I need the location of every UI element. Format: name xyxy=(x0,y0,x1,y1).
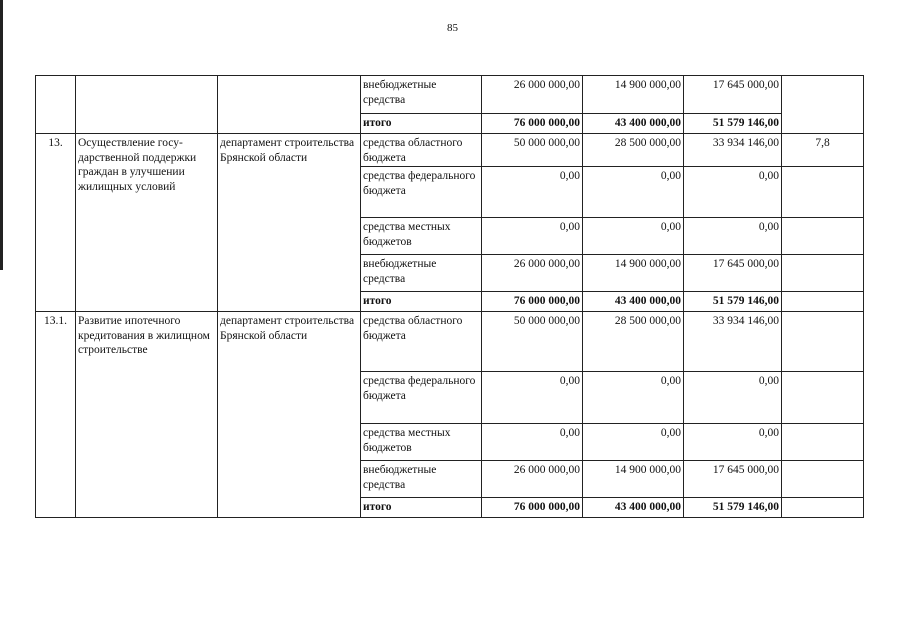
amount-cell: 0,00 xyxy=(684,167,782,218)
amount-cell: 76 000 000,00 xyxy=(482,114,583,134)
funding-source: средства местных бюджетов xyxy=(361,424,482,461)
item-number: 13. xyxy=(36,134,76,312)
department-cell-empty xyxy=(218,76,361,134)
amount-cell: 0,00 xyxy=(482,167,583,218)
amount-cell: 43 400 000,00 xyxy=(583,498,684,518)
table-row xyxy=(36,76,864,114)
amount-cell: 26 000 000,00 xyxy=(482,461,583,498)
amount-cell: 17 645 000,00 xyxy=(684,76,782,114)
page-number: 85 xyxy=(447,22,458,34)
amount-cell: 26 000 000,00 xyxy=(482,76,583,114)
funding-source: внебюджетные средства xyxy=(361,76,482,114)
funding-source: внебюджетные средства xyxy=(361,255,482,292)
amount-cell: 0,00 xyxy=(482,372,583,424)
indicator-value: 7,8 xyxy=(782,134,864,167)
table-row xyxy=(36,134,864,167)
amount-cell: 33 934 146,00 xyxy=(684,312,782,372)
indicator-cell-empty xyxy=(782,292,864,312)
amount-cell: 0,00 xyxy=(583,218,684,255)
amount-cell: 0,00 xyxy=(583,167,684,218)
amount-cell: 76 000 000,00 xyxy=(482,292,583,312)
budget-table xyxy=(35,75,864,518)
item-number: 13.1. xyxy=(36,312,76,518)
amount-cell: 33 934 146,00 xyxy=(684,134,782,167)
amount-cell: 43 400 000,00 xyxy=(583,292,684,312)
indicator-cell-empty xyxy=(782,372,864,424)
amount-cell: 0,00 xyxy=(583,372,684,424)
amount-cell: 14 900 000,00 xyxy=(583,76,684,114)
funding-source-total: итого xyxy=(361,114,482,134)
indicator-cell-empty xyxy=(782,218,864,255)
amount-cell: 0,00 xyxy=(684,218,782,255)
amount-cell: 0,00 xyxy=(583,424,684,461)
amount-cell: 76 000 000,00 xyxy=(482,498,583,518)
amount-cell: 50 000 000,00 xyxy=(482,134,583,167)
indicator-cell-empty xyxy=(782,255,864,292)
funding-source: средства областного бюджета xyxy=(361,312,482,372)
funding-source-total: итого xyxy=(361,498,482,518)
funding-source: средства федерального бюджета xyxy=(361,167,482,218)
amount-cell: 28 500 000,00 xyxy=(583,312,684,372)
funding-source: средства местных бюджетов xyxy=(361,218,482,255)
name-cell-empty xyxy=(76,76,218,134)
scan-edge-line xyxy=(0,0,3,270)
funding-source: средства федерального бюджета xyxy=(361,372,482,424)
indicator-cell-empty xyxy=(782,461,864,498)
item-name: Развитие ипотечного кредитования в жилищном строительстве xyxy=(76,312,218,518)
item-department: департамент строительства Брянской области xyxy=(218,312,361,518)
indicator-cell-empty xyxy=(782,498,864,518)
amount-cell: 0,00 xyxy=(482,424,583,461)
amount-cell: 51 579 146,00 xyxy=(684,114,782,134)
funding-source: внебюджетные средства xyxy=(361,461,482,498)
amount-cell: 50 000 000,00 xyxy=(482,312,583,372)
amount-cell: 0,00 xyxy=(482,218,583,255)
item-department: департамент строительства Брянской области xyxy=(218,134,361,312)
amount-cell: 51 579 146,00 xyxy=(684,498,782,518)
amount-cell: 28 500 000,00 xyxy=(583,134,684,167)
indicator-cell-empty xyxy=(782,424,864,461)
amount-cell: 14 900 000,00 xyxy=(583,461,684,498)
amount-cell: 14 900 000,00 xyxy=(583,255,684,292)
amount-cell: 43 400 000,00 xyxy=(583,114,684,134)
item-name: Осуществление госу-дарственной поддержки граждан в улучшении жилищных условий xyxy=(76,134,218,312)
amount-cell: 0,00 xyxy=(684,372,782,424)
indicator-cell-empty xyxy=(782,76,864,134)
indicator-cell-empty xyxy=(782,312,864,372)
amount-cell: 0,00 xyxy=(684,424,782,461)
funding-source: средства областного бюджета xyxy=(361,134,482,167)
number-cell-empty xyxy=(36,76,76,134)
amount-cell: 51 579 146,00 xyxy=(684,292,782,312)
funding-source-total: итого xyxy=(361,292,482,312)
indicator-cell-empty xyxy=(782,167,864,218)
amount-cell: 17 645 000,00 xyxy=(684,461,782,498)
table-row xyxy=(36,312,864,372)
amount-cell: 17 645 000,00 xyxy=(684,255,782,292)
amount-cell: 26 000 000,00 xyxy=(482,255,583,292)
